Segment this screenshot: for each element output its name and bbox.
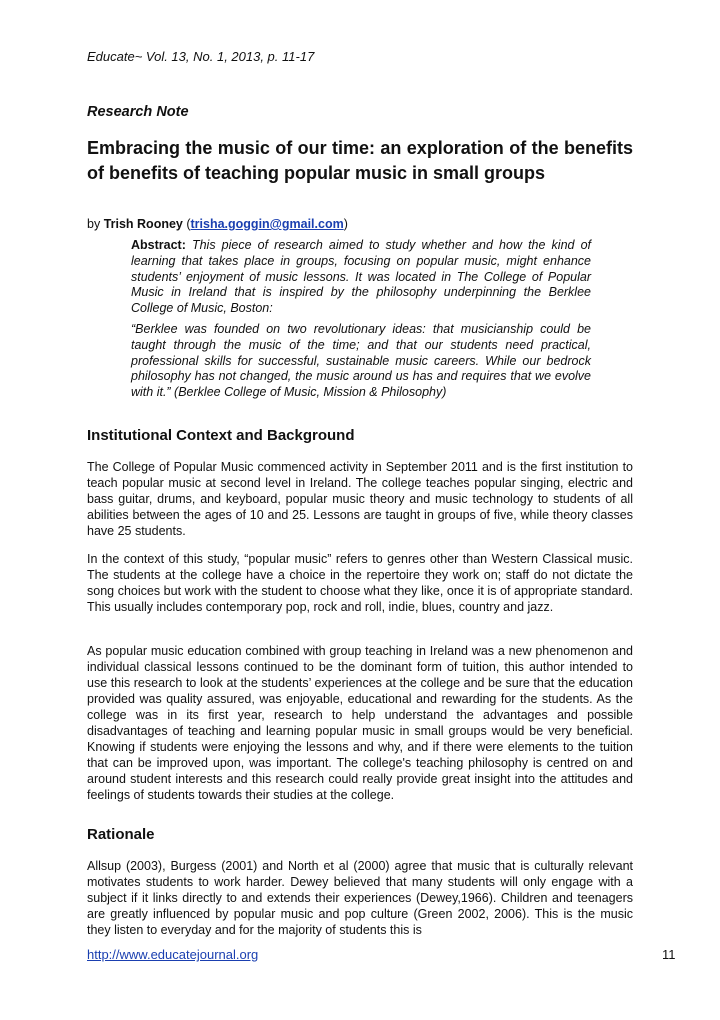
context-heading: Institutional Context and Background — [87, 427, 355, 444]
rationale-heading: Rationale — [87, 826, 155, 843]
rationale-paragraph-1: Allsup (2003), Burgess (2001) and North et al (2000) agree that music that is culturally relevant motivates students to work harder. Dewey believed that many students will only engage with a subject if it links directly to and extends their experiences (Dewey,1966). Children and teenagers are greatly influenced by popular music and pop culture (Green 2002, 2006). This is the music they listen to everyday and for the majority of students this is — [87, 859, 633, 937]
page-number: 11 — [662, 947, 676, 962]
abstract-label: Abstract: — [131, 238, 186, 252]
article-type: Research Note — [87, 104, 189, 120]
abstract-paragraph — [131, 238, 591, 317]
email-open-paren: ( — [182, 217, 191, 231]
journal-reference: Educate~ Vol. 13, No. 1, 2013, p. 11-17 — [87, 49, 315, 64]
author-name: Trish Rooney — [103, 217, 183, 231]
byline — [87, 217, 348, 231]
byline-prefix: by — [87, 217, 104, 231]
footer-journal-link[interactable]: http://www.educatejournal.org — [87, 947, 259, 962]
abstract-block — [131, 238, 591, 406]
article-title: Embracing the music of our time: an exploration of the benefits of benefits of teaching popular music in small groups — [87, 138, 633, 183]
berklee-quote: “Berklee was founded on two revolutionary ideas: that musicianship could be taught through the music of the time; and that our students need practical, professional skills for successful, sustainable music careers. While our bedrock philosophy has not changed, the music around us has and requires that we evolve with it.” (Berklee College of Music, Mission & Philosophy) — [131, 321, 591, 400]
author-email-link[interactable]: trisha.goggin@gmail.com — [190, 217, 344, 231]
abstract-text: This piece of research aimed to study whether and how the kind of learning that takes place in groups, focusing on popular music, might enhance students’ enjoyment of music lessons. It was located in The College of Popular Music in Ireland that is inspired by the philosophy underpinning the Berklee College of Music, Boston: — [131, 238, 591, 316]
context-paragraph-1: The College of Popular Music commenced activity in September 2011 and is the first institution to teach popular music at second level in Ireland. The college teaches popular singing, electric and bass guitar, drums, and keyboard, popular music theory and music technology to students of all abilities between the ages of 10 and 25. Lessons are taught in groups of five, while theory classes have 25 students. — [87, 460, 633, 538]
email-close-paren: ) — [343, 217, 348, 231]
context-paragraph-2: In the context of this study, “popular music” refers to genres other than Western Classical music. The students at the college have a choice in the repertoire they work on; staff do not dictate the song choices but work with the student to choose what they like, once it is of appropriate standard. This usually includes contemporary pop, rock and roll, indie, blues, country and jazz. — [87, 552, 633, 614]
context-paragraph-3: As popular music education combined with group teaching in Ireland was a new phenomenon and individual classical lessons continued to be the dominant form of tuition, this author intended to use this research to look at the students’ experiences at the college and be sure that the education provided was quality assured, was enjoyable, educational and rewarding for the students. As the college was in its first year, research to help understand the advantages and possible disadvantages of teaching and learning popular music in small groups would be very beneficial. Knowing if students were enjoying the lessons and why, and if there were elements to the tuition that can be improved upon, was important. The college's teaching philosophy is centred on and around student interests and this research could really provide great insight into the attitudes and feelings of students towards their studies at the college. — [87, 644, 633, 802]
